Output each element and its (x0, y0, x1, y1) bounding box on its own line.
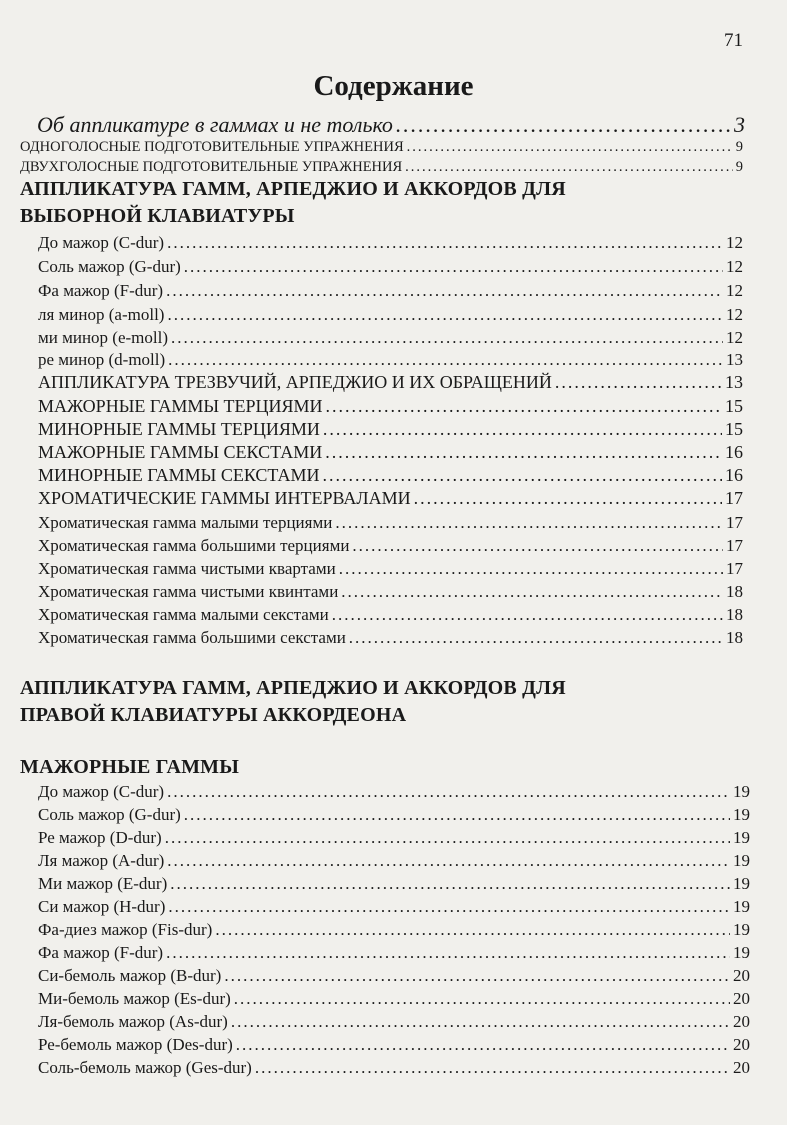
toc-entry-page: 17 (725, 488, 743, 508)
dot-leader (234, 989, 730, 1009)
toc-entry-page: 17 (726, 536, 743, 555)
toc-entry-title: Хроматическая гамма большими секстами (38, 628, 346, 647)
section-heading: ПРАВОЙ КЛАВИАТУРЫ АККОРДЕОНА (20, 704, 407, 726)
dot-leader (215, 920, 730, 940)
toc-entry[interactable] (38, 419, 743, 440)
toc-entry-intro[interactable] (37, 112, 745, 138)
toc-entry[interactable] (38, 442, 743, 463)
toc-entry-page: 12 (726, 328, 743, 347)
toc-entry[interactable] (38, 305, 743, 325)
dot-leader (255, 1058, 730, 1078)
toc-entry-title: МИНОРНЫЕ ГАММЫ СЕКСТАМИ (38, 465, 320, 485)
toc-entry-page: 19 (733, 943, 750, 962)
toc-entry[interactable] (38, 874, 750, 894)
toc-entry-page: 19 (733, 805, 750, 824)
toc-entry-page: 18 (726, 628, 743, 647)
toc-entry[interactable] (38, 805, 750, 825)
toc-entry-page: 15 (725, 396, 743, 416)
dot-leader (341, 582, 723, 602)
toc-entry-title: Ре-бемоль мажор (Des-dur) (38, 1035, 233, 1054)
toc-entry[interactable] (38, 851, 750, 871)
toc-entry[interactable] (38, 920, 750, 940)
toc-entry-title: Хроматическая гамма малыми терциями (38, 513, 333, 532)
toc-entry[interactable] (38, 372, 743, 393)
page-number: 71 (724, 30, 743, 51)
toc-entry[interactable] (38, 897, 750, 917)
toc-entry[interactable] (38, 233, 743, 253)
toc-entry-title: До мажор (C-dur) (38, 782, 165, 801)
toc-entry-title: МАЖОРНЫЕ ГАММЫ СЕКСТАМИ (38, 442, 323, 462)
dot-leader (224, 966, 730, 986)
toc-entry-title: Хроматическая гамма чистыми квартами (38, 559, 336, 578)
dot-leader (335, 513, 723, 533)
toc-entry-title: Соль мажор (G-dur) (38, 257, 181, 276)
toc-entry-page: 17 (726, 513, 743, 532)
toc-entry-title: Соль-бемоль мажор (Ges-dur) (38, 1058, 252, 1077)
toc-entry[interactable] (38, 465, 743, 486)
toc-entry[interactable] (38, 488, 743, 509)
toc-entry-page: 16 (725, 442, 743, 462)
toc-entry-title: Ми-бемоль мажор (Es-dur) (38, 989, 231, 1008)
toc-entry-page: 16 (725, 465, 743, 485)
toc-entry-title: Хроматическая гамма большими терциями (38, 536, 350, 555)
toc-entry[interactable] (38, 1035, 750, 1055)
toc-entry[interactable] (20, 159, 743, 176)
toc-entry-page: 15 (725, 419, 743, 439)
toc-entry-page: 20 (733, 1058, 750, 1077)
toc-entry-title: Си-бемоль мажор (B-dur) (38, 966, 222, 985)
toc-entry-title: Ми мажор (E-dur) (38, 874, 168, 893)
toc-entry-page: 19 (733, 897, 750, 916)
toc-entry[interactable] (38, 582, 743, 602)
dot-leader (236, 1035, 730, 1055)
toc-entry-title: Хроматическая гамма чистыми квинтами (38, 582, 339, 601)
toc-entry-title: Хроматическая гамма малыми секстами (38, 605, 329, 624)
dot-leader (167, 233, 723, 253)
toc-entry-title: Фа мажор (F-dur) (38, 281, 164, 300)
subsection-heading: МАЖОРНЫЕ ГАММЫ (20, 756, 240, 778)
dot-leader (325, 442, 722, 463)
toc-entry[interactable] (38, 281, 743, 301)
toc-entry-title: ля минор (a-moll) (38, 305, 165, 324)
toc-entry-page: 20 (733, 1012, 750, 1031)
dot-leader (339, 559, 723, 579)
toc-entry[interactable] (38, 350, 743, 370)
toc-entry[interactable] (38, 513, 743, 533)
toc-entry-title: Фа-диез мажор (Fis-dur) (38, 920, 213, 939)
toc-entry-title: Ля-бемоль мажор (As-dur) (38, 1012, 228, 1031)
toc-entry[interactable] (38, 257, 743, 277)
section-heading: ВЫБОРНОЙ КЛАВИАТУРЫ (20, 205, 295, 227)
dot-leader (332, 605, 723, 625)
dot-leader (165, 828, 730, 848)
toc-entry[interactable] (38, 605, 743, 625)
dot-leader (166, 281, 723, 301)
toc-entry-page: 12 (726, 233, 743, 252)
toc-entry[interactable] (38, 782, 750, 802)
toc-entry[interactable] (38, 628, 743, 648)
toc-entry-page: 12 (726, 281, 743, 300)
toc-entry[interactable] (38, 536, 743, 556)
toc-entry-page: 19 (733, 851, 750, 870)
toc-entry[interactable] (38, 943, 750, 963)
toc-entry-title: Фа мажор (F-dur) (38, 943, 164, 962)
toc-entry-title: ХРОМАТИЧЕСКИЕ ГАММЫ ИНТЕРВАЛАМИ (38, 488, 411, 508)
toc-entry-page: 9 (735, 139, 743, 155)
dot-leader (184, 257, 723, 277)
toc-entry-page: 19 (733, 920, 750, 939)
dot-leader (407, 139, 733, 156)
toc-entry-title: До мажор (C-dur) (38, 233, 165, 252)
toc-entry-page: 19 (733, 874, 750, 893)
toc-entry-title: Соль мажор (G-dur) (38, 805, 181, 824)
dot-leader (166, 943, 730, 963)
toc-entry[interactable] (38, 828, 750, 848)
dot-leader (405, 159, 733, 176)
toc-entry[interactable] (38, 966, 750, 986)
dot-leader (414, 488, 722, 509)
toc-entry-page: 18 (726, 605, 743, 624)
dot-leader (171, 328, 723, 348)
dot-leader (167, 305, 723, 325)
page-title: Содержание (313, 70, 474, 102)
dot-leader (352, 536, 723, 556)
toc-entry-page: 12 (726, 257, 743, 276)
toc-entry-page: 20 (733, 966, 750, 985)
toc-entry-page: 9 (735, 159, 743, 175)
toc-entry-page: 19 (733, 782, 750, 801)
dot-leader (349, 628, 723, 648)
dot-leader (167, 851, 730, 871)
dot-leader (170, 874, 730, 894)
toc-entry-title: ми минор (e-moll) (38, 328, 169, 347)
dot-leader (167, 782, 730, 802)
toc-entry[interactable] (20, 139, 743, 156)
toc-entry[interactable] (38, 396, 743, 417)
toc-entry-page: 13 (725, 372, 743, 392)
dot-leader (323, 465, 722, 486)
section-heading: АППЛИКАТУРА ГАММ, АРПЕДЖИО И АККОРДОВ ДЛЯ (20, 178, 566, 200)
toc-entry-page: 20 (733, 989, 750, 1008)
toc-entry-page: 3 (734, 112, 745, 137)
dot-leader (326, 396, 722, 417)
dot-leader (168, 350, 723, 370)
toc-entry-title: Си мажор (H-dur) (38, 897, 166, 916)
toc-entry[interactable] (38, 559, 743, 579)
toc-entry[interactable] (38, 1012, 750, 1032)
toc-entry[interactable] (38, 989, 750, 1009)
toc-entry-title: МИНОРНЫЕ ГАММЫ ТЕРЦИЯМИ (38, 419, 320, 439)
dot-leader (231, 1012, 730, 1032)
toc-entry-title: Ре мажор (D-dur) (38, 828, 162, 847)
toc-entry[interactable] (38, 328, 743, 348)
toc-entry-page: 13 (726, 350, 743, 369)
toc-entry-title: Об аппликатуре в гаммах и не только (37, 112, 393, 137)
toc-entry-page: 17 (726, 559, 743, 578)
dot-leader (396, 112, 731, 138)
toc-entry-title: ОДНОГОЛОСНЫЕ ПОДГОТОВИТЕЛЬНЫЕ УПРАЖНЕНИЯ (20, 139, 404, 155)
toc-entry-title: Ля мажор (A-dur) (38, 851, 165, 870)
toc-entry-page: 12 (726, 305, 743, 324)
toc-entry-title: АППЛИКАТУРА ТРЕЗВУЧИЙ, АРПЕДЖИО И ИХ ОБРАЩЕНИЙ (38, 372, 552, 392)
toc-entry-page: 18 (726, 582, 743, 601)
toc-entry[interactable] (38, 1058, 750, 1078)
toc-entry-title: ре минор (d-moll) (38, 350, 166, 369)
dot-leader (168, 897, 730, 917)
dot-leader (323, 419, 722, 440)
section-heading: АППЛИКАТУРА ГАММ, АРПЕДЖИО И АККОРДОВ ДЛЯ (20, 677, 566, 699)
toc-entry-title: МАЖОРНЫЕ ГАММЫ ТЕРЦИЯМИ (38, 396, 323, 416)
toc-entry-title: ДВУХГОЛОСНЫЕ ПОДГОТОВИТЕЛЬНЫЕ УПРАЖНЕНИЯ (20, 159, 403, 175)
toc-entry-page: 20 (733, 1035, 750, 1054)
dot-leader (184, 805, 730, 825)
dot-leader (555, 372, 722, 393)
toc-entry-page: 19 (733, 828, 750, 847)
